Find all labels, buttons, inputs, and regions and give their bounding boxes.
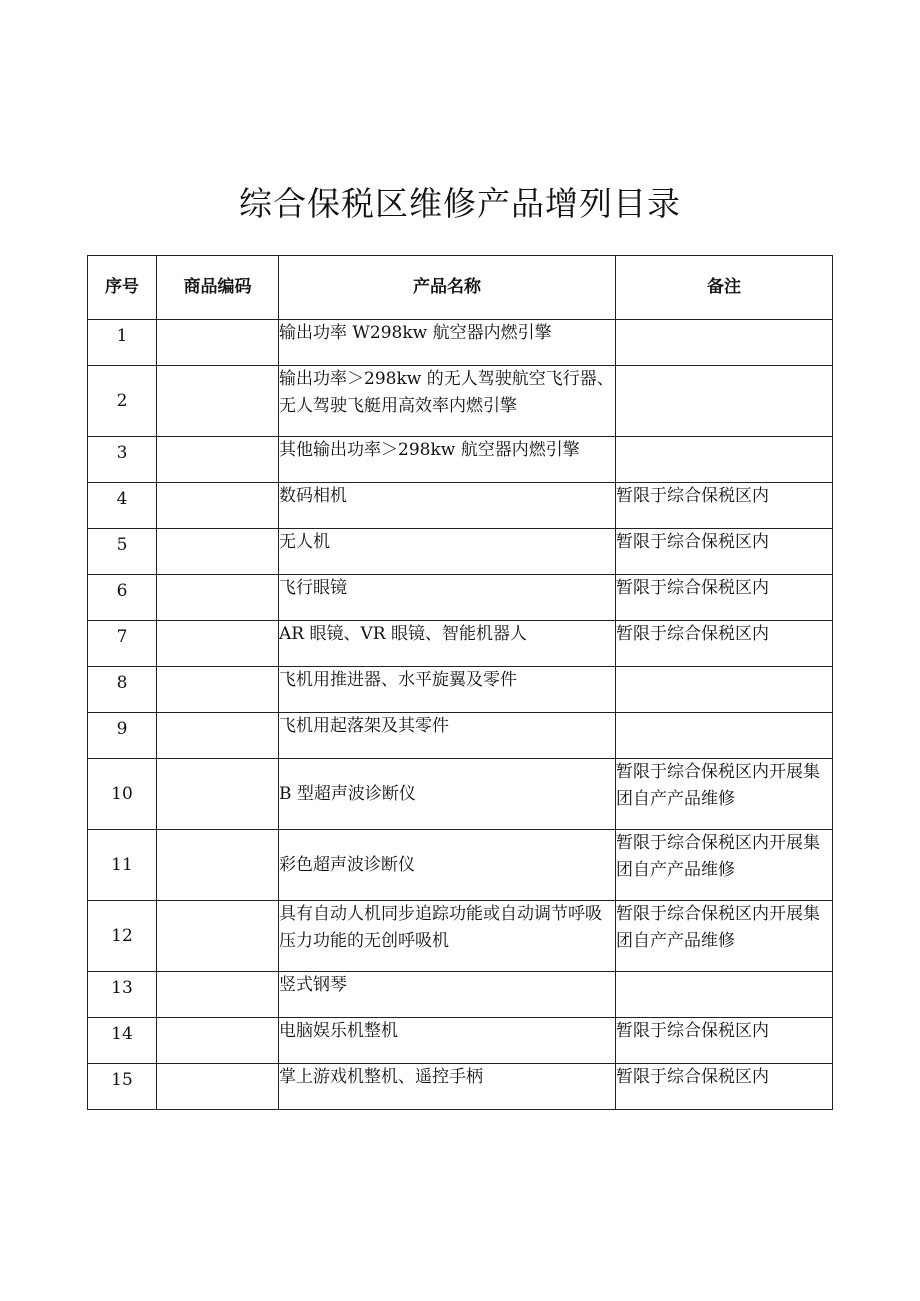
cell-seq: 1 xyxy=(88,320,157,366)
cell-code xyxy=(157,1064,279,1110)
table-row xyxy=(88,713,833,759)
table-row xyxy=(88,437,833,483)
cell-code xyxy=(157,366,279,437)
cell-name: 掌上游戏机整机、遥控手柄 xyxy=(279,1064,616,1110)
cell-seq: 14 xyxy=(88,1018,157,1064)
cell-code xyxy=(157,972,279,1018)
header-seq: 序号 xyxy=(88,256,157,320)
cell-seq: 6 xyxy=(88,575,157,621)
cell-note: 暂限于综合保税区内 xyxy=(616,1064,833,1110)
cell-name: 数码相机 xyxy=(279,483,616,529)
cell-seq: 5 xyxy=(88,529,157,575)
header-name: 产品名称 xyxy=(279,256,616,320)
cell-seq: 8 xyxy=(88,667,157,713)
cell-code xyxy=(157,713,279,759)
table-header-row xyxy=(88,256,833,320)
table-row xyxy=(88,1064,833,1110)
cell-seq: 11 xyxy=(88,830,157,901)
cell-seq: 3 xyxy=(88,437,157,483)
cell-code xyxy=(157,529,279,575)
cell-seq: 10 xyxy=(88,759,157,830)
cell-code xyxy=(157,483,279,529)
cell-seq: 7 xyxy=(88,621,157,667)
cell-note xyxy=(616,667,833,713)
page-title: 综合保税区维修产品增列目录 xyxy=(239,184,681,223)
cell-note: 暂限于综合保税区内开展集团自产产品维修 xyxy=(616,901,833,972)
cell-seq: 4 xyxy=(88,483,157,529)
cell-name: AR 眼镜、VR 眼镜、智能机器人 xyxy=(279,621,616,667)
cell-note xyxy=(616,972,833,1018)
cell-name: 飞机用推进器、水平旋翼及零件 xyxy=(279,667,616,713)
cell-note xyxy=(616,366,833,437)
table-row xyxy=(88,901,833,972)
cell-note: 暂限于综合保税区内 xyxy=(616,529,833,575)
cell-note: 暂限于综合保税区内 xyxy=(616,1018,833,1064)
table-row xyxy=(88,759,833,830)
table-row xyxy=(88,483,833,529)
cell-code xyxy=(157,759,279,830)
table-row xyxy=(88,972,833,1018)
table-row xyxy=(88,529,833,575)
cell-name: 无人机 xyxy=(279,529,616,575)
table-row xyxy=(88,366,833,437)
cell-seq: 13 xyxy=(88,972,157,1018)
cell-name: 竖式钢琴 xyxy=(279,972,616,1018)
table-row xyxy=(88,621,833,667)
header-code: 商品编码 xyxy=(157,256,279,320)
cell-name: B 型超声波诊断仪 xyxy=(279,759,616,830)
table-row xyxy=(88,575,833,621)
table-row xyxy=(88,667,833,713)
cell-note: 暂限于综合保税区内 xyxy=(616,621,833,667)
cell-name: 具有自动人机同步追踪功能或自动调节呼吸压力功能的无创呼吸机 xyxy=(279,901,616,972)
cell-code xyxy=(157,830,279,901)
cell-code xyxy=(157,320,279,366)
cell-seq: 15 xyxy=(88,1064,157,1110)
cell-note xyxy=(616,437,833,483)
catalog-table xyxy=(87,255,833,1110)
cell-name: 输出功率＞298kw 的无人驾驶航空飞行器、无人驾驶飞艇用高效率内燃引擎 xyxy=(279,366,616,437)
cell-note: 暂限于综合保税区内 xyxy=(616,483,833,529)
cell-code xyxy=(157,437,279,483)
cell-name: 输出功率 W298kw 航空器内燃引擎 xyxy=(279,320,616,366)
table-row xyxy=(88,830,833,901)
cell-note xyxy=(616,713,833,759)
cell-note: 暂限于综合保税区内开展集团自产产品维修 xyxy=(616,759,833,830)
table-row xyxy=(88,1018,833,1064)
cell-seq: 9 xyxy=(88,713,157,759)
cell-note: 暂限于综合保税区内开展集团自产产品维修 xyxy=(616,830,833,901)
cell-seq: 12 xyxy=(88,901,157,972)
cell-name: 飞机用起落架及其零件 xyxy=(279,713,616,759)
cell-code xyxy=(157,621,279,667)
cell-code xyxy=(157,1018,279,1064)
cell-name: 其他输出功率＞298kw 航空器内燃引擎 xyxy=(279,437,616,483)
header-note: 备注 xyxy=(616,256,833,320)
cell-name: 彩色超声波诊断仪 xyxy=(279,830,616,901)
cell-seq: 2 xyxy=(88,366,157,437)
cell-code xyxy=(157,901,279,972)
cell-name: 飞行眼镜 xyxy=(279,575,616,621)
cell-code xyxy=(157,667,279,713)
cell-code xyxy=(157,575,279,621)
cell-note: 暂限于综合保税区内 xyxy=(616,575,833,621)
cell-note xyxy=(616,320,833,366)
cell-name: 电脑娱乐机整机 xyxy=(279,1018,616,1064)
table-row xyxy=(88,320,833,366)
